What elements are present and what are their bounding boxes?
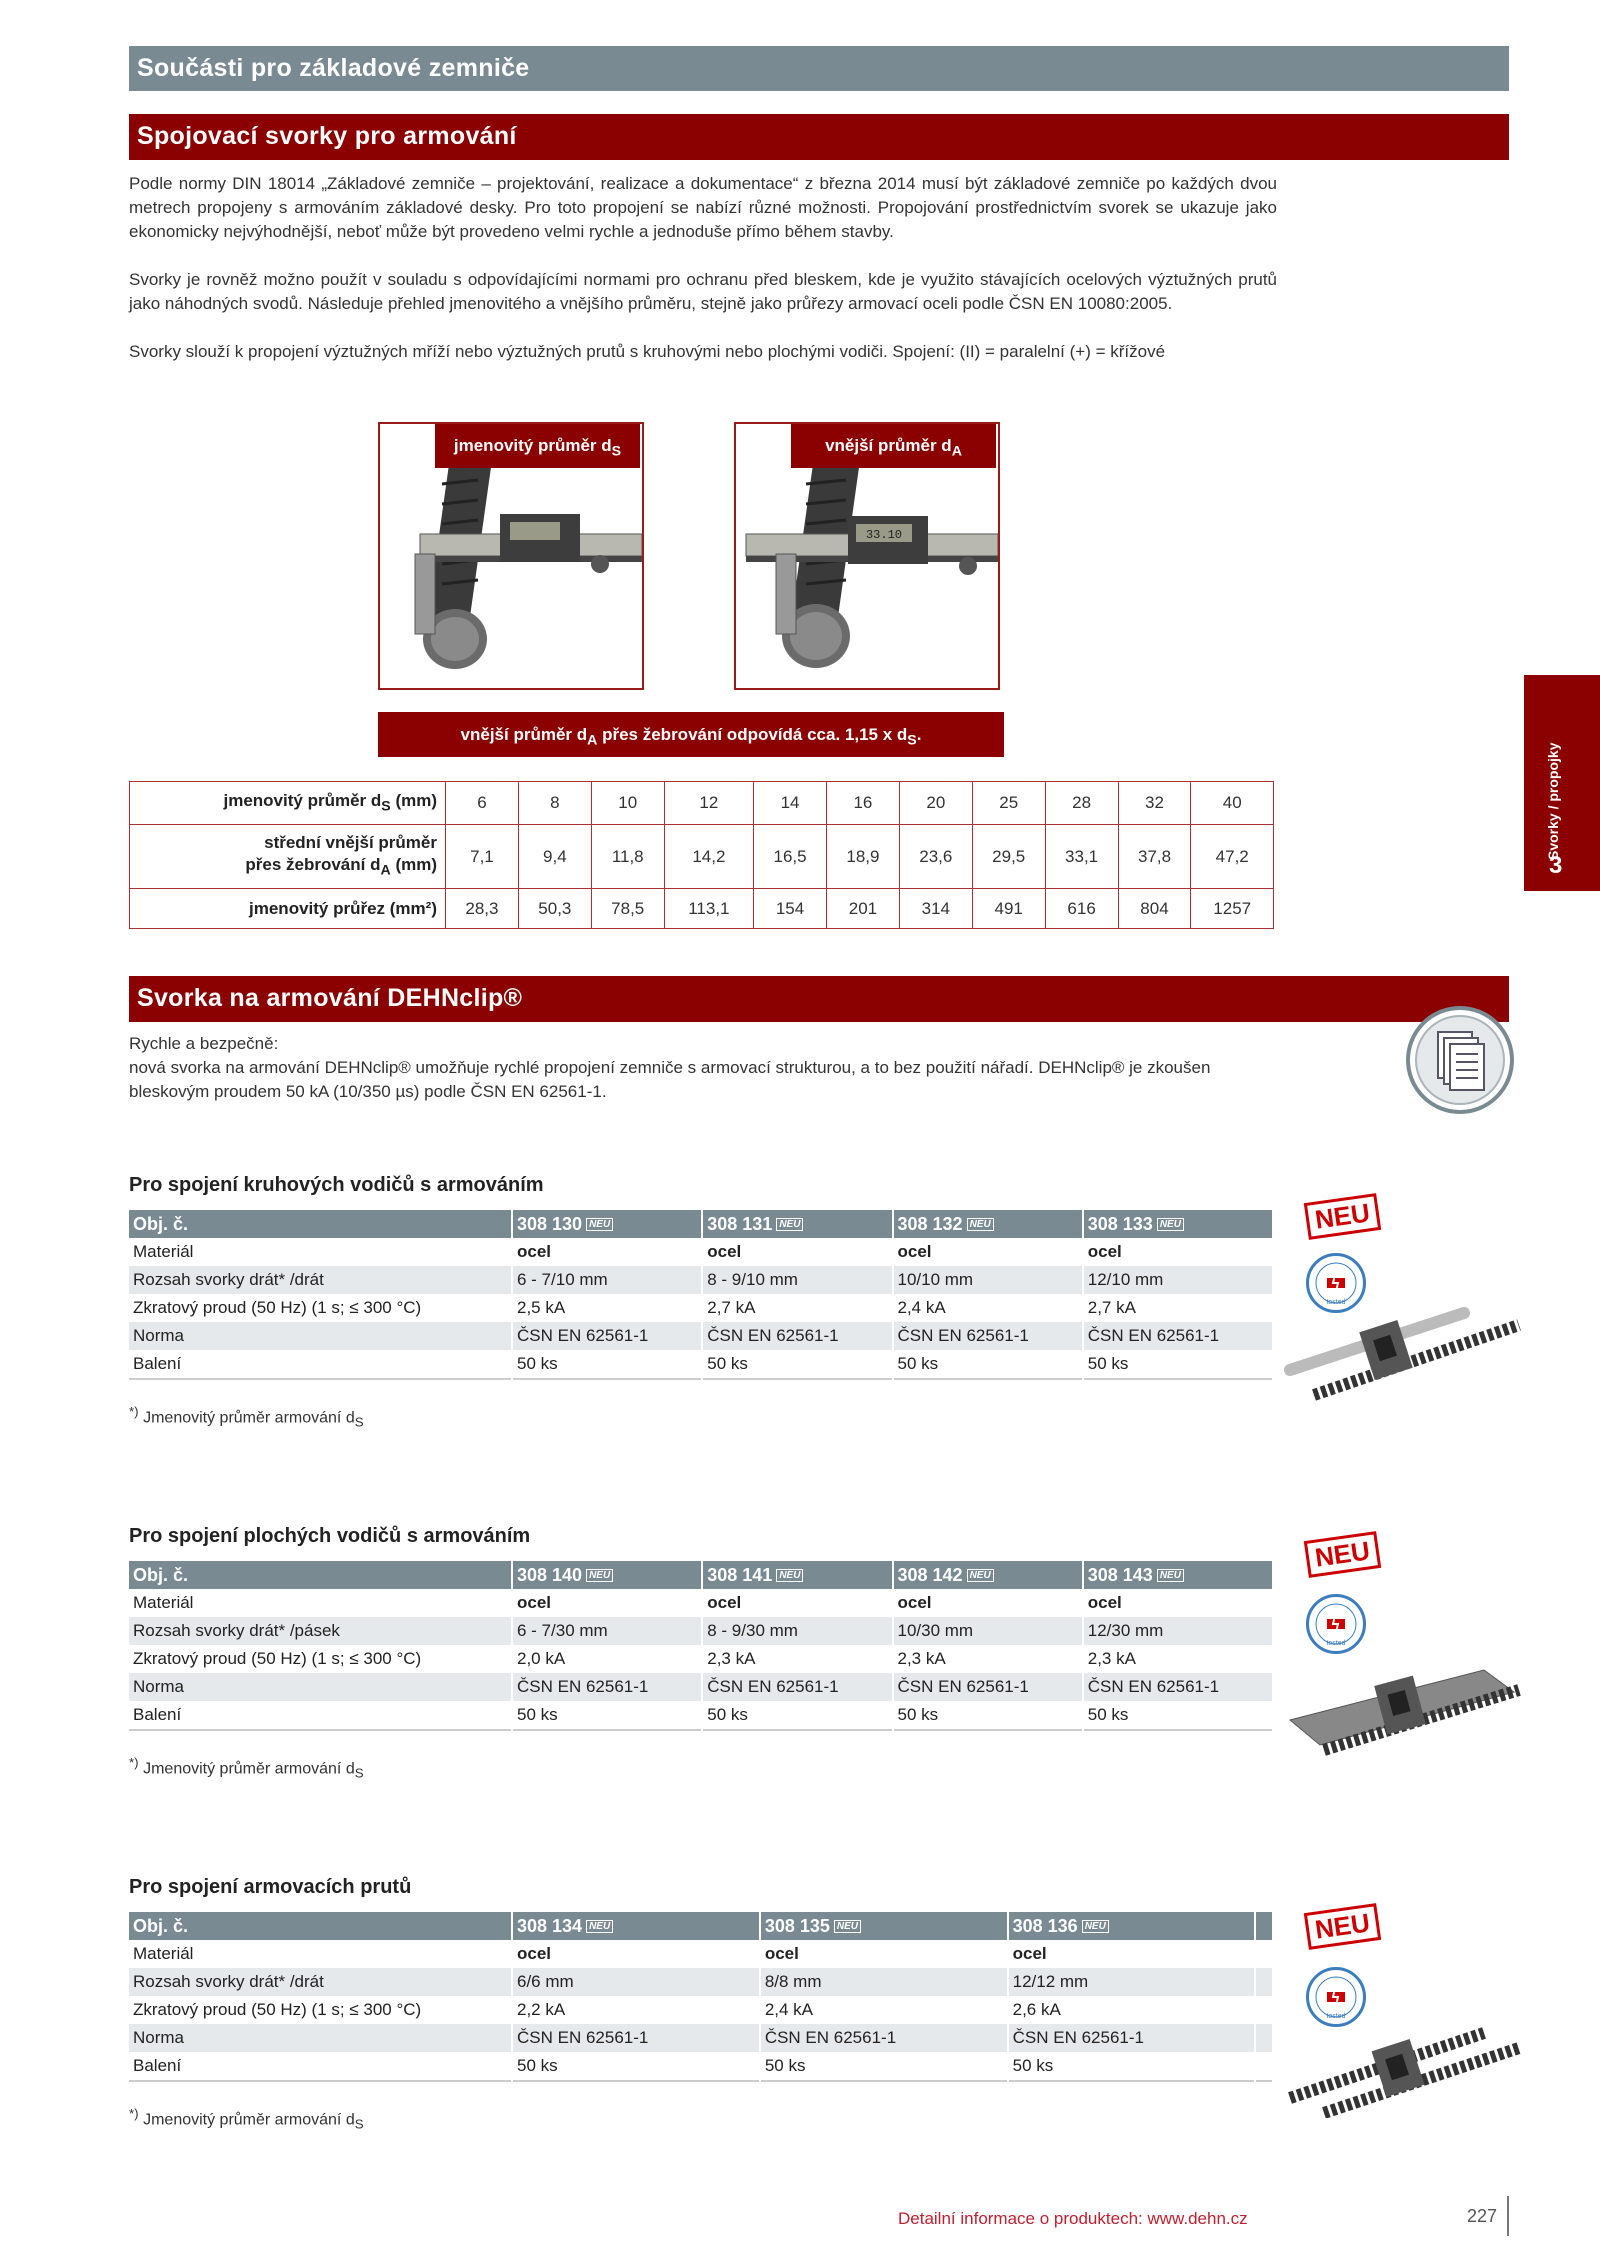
intro-text <box>129 172 1277 388</box>
table-cell: Rozsah svorky drát* /drát <box>129 1266 512 1294</box>
table-cell: 2,7 kA <box>702 1294 892 1322</box>
table-cell: Zkratový proud (50 Hz) (1 s; ≤ 300 °C) <box>129 1294 512 1322</box>
header-cell: 308 143 NEU <box>1083 1561 1273 1589</box>
table-cell: 50 ks <box>1083 1701 1273 1730</box>
table-cell: 12/10 mm <box>1083 1266 1273 1294</box>
table-cell: Balení <box>129 1701 512 1730</box>
table-cell: 2,4 kA <box>893 1294 1083 1322</box>
product-table-round <box>129 1210 1274 1380</box>
table-row <box>129 1673 1273 1701</box>
header-cell: Obj. č. <box>129 1210 512 1238</box>
table-row <box>129 1266 1273 1294</box>
table-cell: Norma <box>129 1673 512 1701</box>
subsection-title: Svorka na armování DEHNclip® <box>137 984 523 1012</box>
table-cell <box>1255 2024 1273 2052</box>
product-table-flat <box>129 1561 1274 1731</box>
intro-line: Rychle a bezpečně: <box>129 1034 279 1053</box>
table-cell: 616 <box>1045 889 1118 929</box>
table-cell: ocel <box>893 1238 1083 1266</box>
table-cell: 50 ks <box>512 2052 760 2081</box>
diameter-table <box>129 781 1274 929</box>
table-cell: ČSN EN 62561-1 <box>702 1673 892 1701</box>
table-cell: 491 <box>972 889 1045 929</box>
table-cell: 50,3 <box>518 889 591 929</box>
table-cell: Balení <box>129 2052 512 2081</box>
table-cell: Materiál <box>129 1238 512 1266</box>
table-cell: 12 <box>664 782 753 825</box>
footnote: *) Jmenovitý průměr armování $d_S$ <box>129 1755 364 1781</box>
image-label-nominal-diameter: jmenovitý průměr $d_S$ <box>435 424 640 468</box>
neu-tag-icon: NEU <box>776 1569 803 1582</box>
header-cell: 308 132 NEU <box>893 1210 1083 1238</box>
neu-badge: NEU <box>1304 1193 1381 1240</box>
page-number: 227 <box>1467 2206 1498 2226</box>
table-row <box>129 1645 1273 1673</box>
header-cell: 308 130 NEU <box>512 1210 702 1238</box>
intro-line: nová svorka na armování DEHNclip® umožňuje rychlé propojení zemniče s armovací strukturou, a to bez použití nářadí. DEHNclip® je zkoušen bleskovým proudem 50 kA (10/350 µs) podle ČSN EN 62561-1. <box>129 1058 1211 1101</box>
product-image-round-clamp <box>1284 1295 1524 1410</box>
table-cell: ocel <box>1083 1589 1273 1617</box>
table-cell: 12/12 mm <box>1008 1968 1256 1996</box>
row-label: jmenovitý průměr $d_S$ (mm) <box>130 782 446 825</box>
table-cell: 50 ks <box>760 2052 1008 2081</box>
table-cell <box>1255 1968 1273 1996</box>
table-cell: Balení <box>129 1350 512 1379</box>
table-cell: 23,6 <box>899 825 972 889</box>
neu-tag-icon: NEU <box>586 1920 613 1933</box>
paragraph: Svorky je rovněž možno použít v souladu s odpovídajícími normami pro ochranu před bleskem, kde je využito stávajících ocelových výztužných prutů jako náhodných svodů. Následuje přehled jmenovitého a vnějšího průměru, stejně jako průřezy armovací oceli podle ČSN EN 10080:2005. <box>129 270 1277 313</box>
table-cell: 8 - 9/30 mm <box>702 1617 892 1645</box>
table-cell: 37,8 <box>1118 825 1191 889</box>
table-cell: 10/10 mm <box>893 1266 1083 1294</box>
table-header-row <box>129 1561 1273 1589</box>
header-cell: 308 140 NEU <box>512 1561 702 1589</box>
table-cell: ČSN EN 62561-1 <box>760 2024 1008 2052</box>
table-cell: 50 ks <box>893 1701 1083 1730</box>
table-cell: 314 <box>899 889 972 929</box>
table-cell: ČSN EN 62561-1 <box>512 2024 760 2052</box>
table-cell: ocel <box>702 1238 892 1266</box>
product-image-flat-clamp <box>1284 1640 1524 1760</box>
header-cell: Obj. č. <box>129 1561 512 1589</box>
table-row <box>129 2024 1273 2052</box>
table-cell: 29,5 <box>972 825 1045 889</box>
table-cell: ocel <box>512 1940 760 1968</box>
table-cell: Zkratový proud (50 Hz) (1 s; ≤ 300 °C) <box>129 1996 512 2024</box>
row-label: střední vnější průměr přes žebrování $d_A$ (mm) <box>130 825 446 889</box>
table-cell: 18,9 <box>826 825 899 889</box>
svg-text:33.10: 33.10 <box>865 528 903 542</box>
subsection-title: Spojovací svorky pro armování <box>137 122 517 150</box>
table-row <box>129 1589 1273 1617</box>
table-cell: 50 ks <box>702 1701 892 1730</box>
table-cell: 32 <box>1118 782 1191 825</box>
table-cell: 50 ks <box>512 1701 702 1730</box>
header-cell: Obj. č. <box>129 1912 512 1940</box>
table-cell: 154 <box>754 889 827 929</box>
table-cell: Rozsah svorky drát* /pásek <box>129 1617 512 1645</box>
table-cell: 8 <box>518 782 591 825</box>
table-row <box>129 1996 1273 2024</box>
table-cell: 47,2 <box>1191 825 1274 889</box>
neu-tag-icon: NEU <box>834 1920 861 1933</box>
neu-tag-icon: NEU <box>1082 1920 1109 1933</box>
table-cell: 7,1 <box>446 825 519 889</box>
table-cell: ocel <box>512 1589 702 1617</box>
neu-tag-icon: NEU <box>776 1218 803 1231</box>
neu-badge: NEU <box>1304 1531 1381 1578</box>
table-cell: ocel <box>893 1589 1083 1617</box>
table-cell: Materiál <box>129 1589 512 1617</box>
table-cell: 50 ks <box>893 1350 1083 1379</box>
section-header-title: Součásti pro základové zemniče <box>137 54 530 82</box>
table-cell: ČSN EN 62561-1 <box>1083 1673 1273 1701</box>
table-cell: 33,1 <box>1045 825 1118 889</box>
table-cell: ČSN EN 62561-1 <box>1008 2024 1256 2052</box>
header-cell: 308 133 NEU <box>1083 1210 1273 1238</box>
table-cell: ČSN EN 62561-1 <box>893 1673 1083 1701</box>
subsection-header <box>129 976 1509 1022</box>
table-row <box>130 782 1274 825</box>
dehnclip-intro <box>129 1032 1277 1104</box>
table-cell: Materiál <box>129 1940 512 1968</box>
table-cell: ocel <box>1008 1940 1256 1968</box>
table-cell: 1257 <box>1191 889 1274 929</box>
neu-tag-icon: NEU <box>1157 1569 1184 1582</box>
table-cell: 10/30 mm <box>893 1617 1083 1645</box>
table-cell: 50 ks <box>1083 1350 1273 1379</box>
document-icon[interactable] <box>1404 1004 1516 1116</box>
chapter-tab-number: 3 <box>1549 852 1563 879</box>
table-cell: 2,6 kA <box>1008 1996 1256 2024</box>
table-cell: ČSN EN 62561-1 <box>1083 1322 1273 1350</box>
footnote: *) Jmenovitý průměr armování $d_S$ <box>129 2106 364 2132</box>
header-cell: 308 134 NEU <box>512 1912 760 1940</box>
table-cell: 14 <box>754 782 827 825</box>
image-label-outer-diameter: vnější průměr $d_A$ <box>791 424 996 468</box>
table-cell: Norma <box>129 2024 512 2052</box>
table-cell: 50 ks <box>512 1350 702 1379</box>
footer-link[interactable]: Detailní informace o produktech: www.dehn.cz <box>898 2209 1248 2228</box>
table-cell: 14,2 <box>664 825 753 889</box>
subsection-header <box>129 114 1509 160</box>
table-cell: ČSN EN 62561-1 <box>702 1322 892 1350</box>
header-cell: 308 141 NEU <box>702 1561 892 1589</box>
table-cell: 2,0 kA <box>512 1645 702 1673</box>
table-cell: 2,4 kA <box>760 1996 1008 2024</box>
table-cell: 2,3 kA <box>1083 1645 1273 1673</box>
table-cell: 25 <box>972 782 1045 825</box>
table-cell: 12/30 mm <box>1083 1617 1273 1645</box>
paragraph: Svorky slouží k propojení výztužných mříží nebo výztužných prutů s kruhovými nebo plochými vodiči. Spojení: (II) = paralelní (+) = křížové <box>129 342 1166 361</box>
product-table-rebar <box>129 1912 1274 2082</box>
table-title: Pro spojení armovacích prutů <box>129 1876 412 1898</box>
table-cell: ČSN EN 62561-1 <box>512 1322 702 1350</box>
svg-text:tested: tested <box>1326 2013 1346 2020</box>
header-cell: 308 131 NEU <box>702 1210 892 1238</box>
table-cell <box>1255 1996 1273 2024</box>
table-cell: ČSN EN 62561-1 <box>893 1322 1083 1350</box>
table-cell: Norma <box>129 1322 512 1350</box>
table-cell: 20 <box>899 782 972 825</box>
table-cell: 6 <box>446 782 519 825</box>
table-cell: 2,3 kA <box>702 1645 892 1673</box>
table-cell: 50 ks <box>1008 2052 1256 2081</box>
header-cell <box>1255 1912 1273 1940</box>
table-cell <box>1255 1940 1273 1968</box>
table-cell: 2,3 kA <box>893 1645 1083 1673</box>
table-header-row <box>129 1210 1273 1238</box>
header-cell: 308 136 NEU <box>1008 1912 1256 1940</box>
table-row <box>129 1238 1273 1266</box>
table-cell: 50 ks <box>702 1350 892 1379</box>
table-cell: 9,4 <box>518 825 591 889</box>
table-row <box>129 1701 1273 1730</box>
table-cell: ocel <box>1083 1238 1273 1266</box>
table-cell: 201 <box>826 889 899 929</box>
table-cell: 8 - 9/10 mm <box>702 1266 892 1294</box>
table-cell: Zkratový proud (50 Hz) (1 s; ≤ 300 °C) <box>129 1645 512 1673</box>
table-row <box>129 1294 1273 1322</box>
table-row <box>129 1350 1273 1379</box>
table-cell: ocel <box>512 1238 702 1266</box>
neu-badge: NEU <box>1304 1903 1381 1950</box>
table-cell: 28,3 <box>446 889 519 929</box>
table-cell: Rozsah svorky drát* /drát <box>129 1968 512 1996</box>
table-cell: 2,7 kA <box>1083 1294 1273 1322</box>
section-header <box>129 46 1509 91</box>
table-title: Pro spojení kruhových vodičů s armováním <box>129 1174 544 1196</box>
table-cell: ocel <box>760 1940 1008 1968</box>
table-cell: 28 <box>1045 782 1118 825</box>
table-cell: 78,5 <box>591 889 664 929</box>
table-cell: 6 - 7/10 mm <box>512 1266 702 1294</box>
page-divider <box>1507 2196 1509 2236</box>
table-header-row <box>129 1912 1273 1940</box>
table-cell: 8/8 mm <box>760 1968 1008 1996</box>
table-title: Pro spojení plochých vodičů s armováním <box>129 1525 531 1547</box>
neu-tag-icon: NEU <box>967 1218 994 1231</box>
caliper-image-outer <box>734 422 1000 690</box>
product-image-rebar-clamp <box>1284 2008 1524 2118</box>
header-cell: 308 142 NEU <box>893 1561 1083 1589</box>
svg-text:tested: tested <box>1326 1299 1346 1306</box>
paragraph: Podle normy DIN 18014 „Základové zemniče – projektování, realizace a dokumentace“ z března 2014 musí být základové zemniče po každých dvou metrech propojeny s armováním základové desky. Pro toto propojení se nabízí různé možnosti. Propojování prostřednictvím svorek se ukazuje jako ekonomicky nejvýhodnější, neboť může být provedeno velmi rychle a jednoduše přímo během stavby. <box>129 174 1277 241</box>
row-label: jmenovitý průřez (mm²) <box>130 889 446 929</box>
footnote: *) Jmenovitý průměr armování $d_S$ <box>129 1404 364 1430</box>
table-row <box>129 1322 1273 1350</box>
table-row <box>130 825 1274 889</box>
neu-tag-icon: NEU <box>967 1569 994 1582</box>
neu-tag-icon: NEU <box>1157 1218 1184 1231</box>
table-cell: 10 <box>591 782 664 825</box>
table-cell: 40 <box>1191 782 1274 825</box>
table-cell: 11,8 <box>591 825 664 889</box>
table-cell: ocel <box>702 1589 892 1617</box>
table-cell: 16 <box>826 782 899 825</box>
table-cell: 6/6 mm <box>512 1968 760 1996</box>
ratio-banner: vnější průměr $d_A$ přes žebrování odpovídá cca. 1,15 x $d_S$. <box>378 712 1004 757</box>
table-row <box>130 889 1274 929</box>
neu-tag-icon: NEU <box>586 1218 613 1231</box>
table-cell: 804 <box>1118 889 1191 929</box>
table-row <box>129 1940 1273 1968</box>
table-cell: 2,5 kA <box>512 1294 702 1322</box>
table-cell: 2,2 kA <box>512 1996 760 2024</box>
table-cell: 113,1 <box>664 889 753 929</box>
table-cell: ČSN EN 62561-1 <box>512 1673 702 1701</box>
table-cell: 6 - 7/30 mm <box>512 1617 702 1645</box>
neu-tag-icon: NEU <box>586 1569 613 1582</box>
table-cell: 16,5 <box>754 825 827 889</box>
table-row <box>129 1617 1273 1645</box>
svg-text:tested: tested <box>1326 1640 1346 1647</box>
table-cell <box>1255 2052 1273 2081</box>
table-row <box>129 1968 1273 1996</box>
header-cell: 308 135 NEU <box>760 1912 1008 1940</box>
table-row <box>129 2052 1273 2081</box>
chapter-tab-label: Svorky / propojky <box>1545 742 1561 860</box>
caliper-image-nominal <box>378 422 644 690</box>
